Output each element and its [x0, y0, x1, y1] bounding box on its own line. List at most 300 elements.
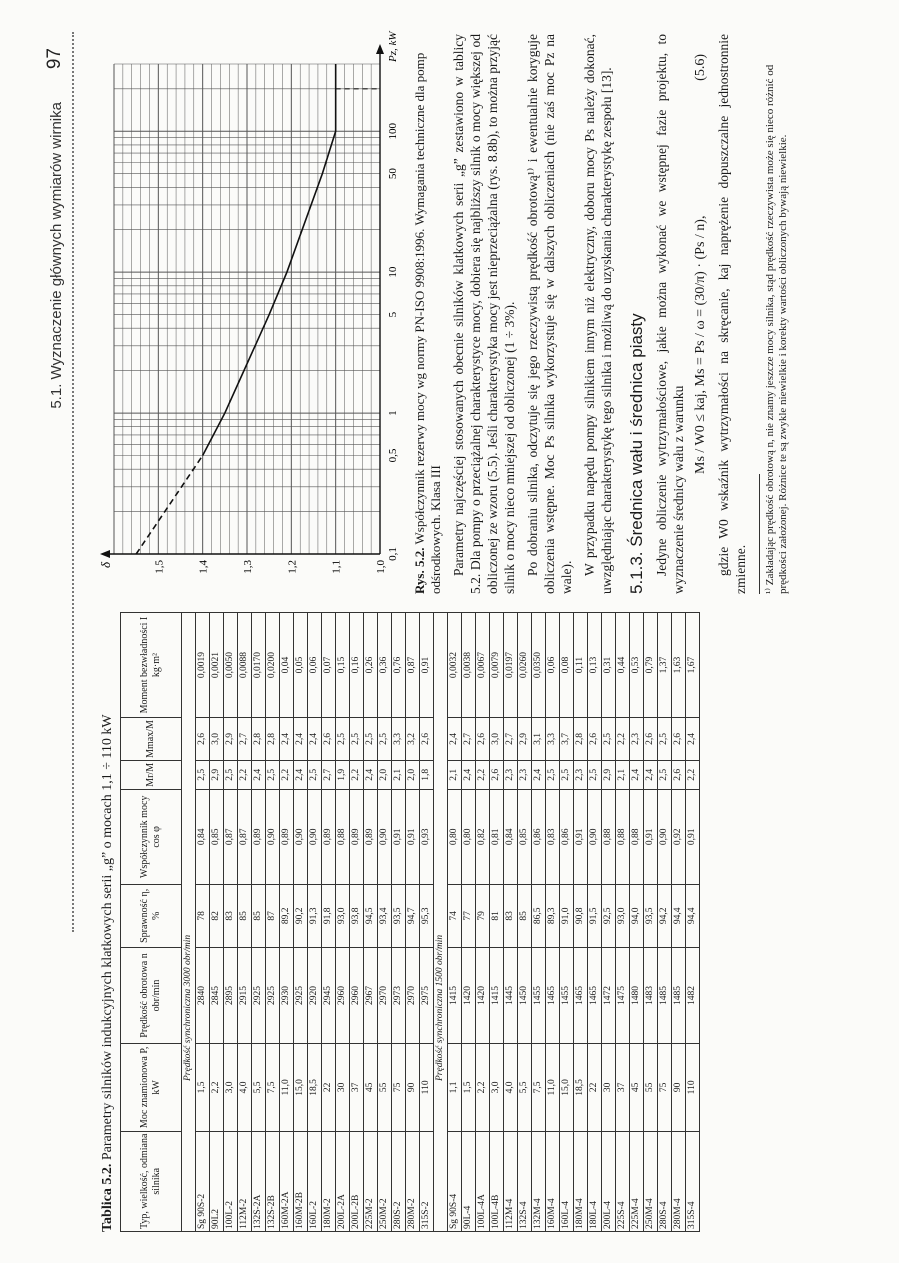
- table-cell: 280S-4: [657, 1131, 671, 1231]
- table-cell: 93,0: [335, 884, 349, 947]
- column-header: Sprawność η, %: [120, 884, 181, 947]
- table-cell: 2,2: [209, 1043, 223, 1130]
- table-cell: 2,6: [475, 717, 489, 760]
- table-cell: 93,0: [615, 884, 629, 947]
- table-row: [349, 612, 363, 1231]
- table-cell: 1,63: [671, 612, 685, 717]
- table-cell: 3,0: [489, 717, 503, 760]
- x-tick-label: 1: [386, 409, 399, 416]
- table-cell: 0,0088: [237, 612, 251, 717]
- table-cell: 2973: [391, 947, 405, 1043]
- table-row: [335, 612, 349, 1231]
- table-row: [545, 612, 559, 1231]
- table-cell: 2,6: [587, 717, 601, 760]
- table-cell: 0,0260: [517, 612, 531, 717]
- x-tick-label: 0,1: [386, 546, 399, 561]
- table-column: [100, 607, 700, 1232]
- table-cell: 2,1: [391, 760, 405, 789]
- table-cell: 91,3: [307, 884, 321, 947]
- table-cell: 2,6: [671, 760, 685, 789]
- page-header: [44, 32, 84, 1232]
- table-cell: 2967: [363, 947, 377, 1043]
- y-tick-label: 1,3: [241, 559, 254, 574]
- table-cell: 94,2: [657, 884, 671, 947]
- table-row: [237, 612, 251, 1231]
- table-cell: 0,0200: [265, 612, 279, 717]
- table-cell: 2,6: [489, 760, 503, 789]
- table-cell: 5,5: [517, 1043, 531, 1130]
- table-cell: 4,0: [237, 1043, 251, 1130]
- table-cell: 0,89: [251, 789, 265, 884]
- table-cell: 315S-2: [419, 1131, 433, 1231]
- table-caption-text: Parametry silników indukcyjnych klatkowych serii „g” o mocach 1,1 ÷ 110 kW: [99, 713, 115, 1160]
- table-cell: 94,4: [685, 884, 699, 947]
- table-cell: 160M-2A: [279, 1131, 293, 1231]
- table-row: [657, 612, 671, 1231]
- table-cell: 0,92: [671, 789, 685, 884]
- table-cell: 0,87: [237, 789, 251, 884]
- table-cell: 3,3: [545, 717, 559, 760]
- table-cell: 0,91: [419, 612, 433, 717]
- x-axis-arrow: [376, 44, 384, 54]
- table-cell: 100L-4B: [489, 1131, 503, 1231]
- table-cell: 180L-4: [587, 1131, 601, 1231]
- table-cell: 2,5: [349, 717, 363, 760]
- table-cell: 30: [601, 1043, 615, 1130]
- table-cell: 2,5: [601, 717, 615, 760]
- table-row: [377, 612, 391, 1231]
- table-cell: 0,08: [559, 612, 573, 717]
- table-cell: 0,16: [349, 612, 363, 717]
- table-cell: 0,36: [377, 612, 391, 717]
- table-cell: 0,0350: [531, 612, 545, 717]
- running-head: 5.1. Wyznaczenie głównych wymiarów wirnika: [47, 101, 65, 409]
- table-cell: 94,0: [629, 884, 643, 947]
- table-cell: 2925: [293, 947, 307, 1043]
- table-cell: 0,06: [545, 612, 559, 717]
- table-cell: 91,0: [559, 884, 573, 947]
- table-cell: 0,83: [545, 789, 559, 884]
- table-cell: 1415: [489, 947, 503, 1043]
- table-cell: 2,4: [307, 717, 321, 760]
- table-cell: 0,90: [307, 789, 321, 884]
- table-cell: 2,3: [517, 760, 531, 789]
- table-cell: 2915: [237, 947, 251, 1043]
- table-cell: 2,5: [223, 760, 237, 789]
- x-axis-label: Pz, kW: [386, 30, 399, 62]
- table-cell: 0,44: [615, 612, 629, 717]
- table-row: [251, 612, 265, 1231]
- footnote: ¹⁾ Zakładając prędkość obrotową n, nie znamy jeszcze mocy silnika, stąd prędkość rzeczywista może się nieco różnić od prędkości założonej. Różnice te są zwykle niewielkie i korekty wartości obliczonych bywają niewielkie.: [763, 64, 789, 594]
- table-cell: 79: [475, 884, 489, 947]
- table-cell: 100L-4A: [475, 1131, 489, 1231]
- table-cell: 2,2: [615, 717, 629, 760]
- table-row: [573, 612, 587, 1231]
- table-cell: 112M-2: [237, 1131, 251, 1231]
- table-cell: 0,87: [223, 789, 237, 884]
- table-cell: 0,91: [643, 789, 657, 884]
- table-cell: 2,5: [363, 717, 377, 760]
- table-row: [223, 612, 237, 1231]
- table-header-row: [120, 612, 181, 1231]
- page-number: 97: [43, 47, 65, 69]
- table-row: [265, 612, 279, 1231]
- table-cell: 22: [321, 1043, 335, 1130]
- table-cell: 2,4: [293, 760, 307, 789]
- table-cell: 0,81: [489, 789, 503, 884]
- table-cell: 55: [377, 1043, 391, 1130]
- table-cell: 0,89: [349, 789, 363, 884]
- table-cell: 2,2: [279, 760, 293, 789]
- table-cell: 2845: [209, 947, 223, 1043]
- table-cell: 90L-4: [461, 1131, 475, 1231]
- column-header: Moment bezwładności I kg·m²: [120, 612, 181, 717]
- column-header: Moc znamionowa P, kW: [120, 1043, 181, 1130]
- table-cell: 3,0: [223, 1043, 237, 1130]
- table-cell: 2,9: [601, 760, 615, 789]
- figure-caption: [412, 34, 444, 594]
- table-cell: 160L-4: [559, 1131, 573, 1231]
- table-cell: 1,5: [195, 1043, 209, 1130]
- table-cell: 0,80: [461, 789, 475, 884]
- table-cell: 45: [629, 1043, 643, 1130]
- text-column: [97, 30, 790, 594]
- table-cell: 1,5: [461, 1043, 475, 1130]
- table-cell: 250M-4: [643, 1131, 657, 1231]
- table-cell: 2970: [377, 947, 391, 1043]
- table-cell: 0,0038: [461, 612, 475, 717]
- table-cell: 1420: [461, 947, 475, 1043]
- table-cell: 77: [461, 884, 475, 947]
- power-reserve-figure: [97, 30, 410, 594]
- table-cell: 2,4: [531, 760, 545, 789]
- table-cell: 2,8: [251, 717, 265, 760]
- table-cell: 2,3: [503, 760, 517, 789]
- table-row: [321, 612, 335, 1231]
- table-cell: 2,5: [545, 760, 559, 789]
- table-cell: 2,9: [209, 760, 223, 789]
- table-cell: 90: [405, 1043, 419, 1130]
- table-cell: 0,0197: [503, 612, 517, 717]
- column-header: Mmax/M: [120, 717, 181, 760]
- table-row: [489, 612, 503, 1231]
- table-cell: Sg 90S-4: [447, 1131, 461, 1231]
- y-axis-label: δ: [97, 561, 113, 568]
- table-cell: 90,8: [573, 884, 587, 947]
- column-header: Prędkość obrotowa n obr/min: [120, 947, 181, 1043]
- table-cell: 0,0067: [475, 612, 489, 717]
- table-cell: 200L-4: [601, 1131, 615, 1231]
- table-cell: 2,3: [573, 760, 587, 789]
- table-cell: 2,0: [377, 760, 391, 789]
- motor-parameters-table: [120, 612, 700, 1232]
- table-cell: 2,2: [237, 760, 251, 789]
- table-row: [195, 612, 209, 1231]
- table-cell: 94,7: [405, 884, 419, 947]
- table-cell: 2,2: [475, 760, 489, 789]
- table-cell: 1455: [559, 947, 573, 1043]
- figure-caption-label: Rys. 5.2.: [411, 547, 427, 594]
- table-row: [615, 612, 629, 1231]
- x-tick-label: 10: [386, 266, 399, 278]
- table-cell: 2,8: [265, 717, 279, 760]
- table-cell: 0,90: [293, 789, 307, 884]
- table-cell: 2,5: [657, 760, 671, 789]
- table-cell: 180M-2: [321, 1131, 335, 1231]
- x-tick-label: 100: [386, 122, 399, 139]
- series-line-dashed: [136, 455, 203, 553]
- table-cell: 1455: [531, 947, 545, 1043]
- series-line: [202, 64, 335, 456]
- table-cell: 93,5: [391, 884, 405, 947]
- table-cell: 0,06: [307, 612, 321, 717]
- table-cell: 3,7: [559, 717, 573, 760]
- table-cell: 0,05: [293, 612, 307, 717]
- table-cell: 0,91: [573, 789, 587, 884]
- table-cell: 89,3: [545, 884, 559, 947]
- table-cell: 112M-4: [503, 1131, 517, 1231]
- column-header: Mr/M: [120, 760, 181, 789]
- table-cell: 280M-2: [405, 1131, 419, 1231]
- table-cell: 2945: [321, 947, 335, 1043]
- table-cell: 225S-4: [615, 1131, 629, 1231]
- table-cell: 0,88: [615, 789, 629, 884]
- column-header: Współczynnik mocy cos φ: [120, 789, 181, 884]
- table-cell: 1465: [587, 947, 601, 1043]
- table-cell: 94,4: [671, 884, 685, 947]
- table-cell: 2,4: [461, 760, 475, 789]
- table-cell: 132S-2A: [251, 1131, 265, 1231]
- table-cell: 2,5: [307, 760, 321, 789]
- table-cell: 2,7: [503, 717, 517, 760]
- table-cell: 93,5: [643, 884, 657, 947]
- table-cell: 1472: [601, 947, 615, 1043]
- table-cell: 1445: [503, 947, 517, 1043]
- table-cell: 2,2: [685, 760, 699, 789]
- table-cell: 0,15: [335, 612, 349, 717]
- table-cell: 0,89: [363, 789, 377, 884]
- table-cell: 0,13: [587, 612, 601, 717]
- table-cell: 0,88: [335, 789, 349, 884]
- table-row: [279, 612, 293, 1231]
- table-cell: 1,37: [657, 612, 671, 717]
- table-cell: 3,3: [391, 717, 405, 760]
- table-row: [601, 612, 615, 1231]
- table-cell: 2,8: [573, 717, 587, 760]
- table-cell: 2925: [251, 947, 265, 1043]
- x-tick-label: 0,5: [386, 448, 399, 462]
- table-cell: 85: [517, 884, 531, 947]
- table-cell: 0,86: [531, 789, 545, 884]
- figure-caption-text: Współczynnik rezerwy mocy wg normy PN-ISO 9908:1996. Wymagania techniczne dla pomp odśrodkowych. Klasa III: [411, 52, 443, 594]
- table-cell: 160L-2: [307, 1131, 321, 1231]
- table-cell: 2,4: [279, 717, 293, 760]
- table-cell: 2,5: [657, 717, 671, 760]
- table-row: [363, 612, 377, 1231]
- y-tick-label: 1,4: [197, 559, 210, 574]
- table-caption-label: Tablica 5.2.: [99, 1163, 115, 1232]
- table-cell: 2960: [349, 947, 363, 1043]
- table-cell: 2960: [335, 947, 349, 1043]
- table-cell: 2,4: [447, 717, 461, 760]
- table-cell: 0,0032: [447, 612, 461, 717]
- table-cell: 2,2: [349, 760, 363, 789]
- table-cell: 3,0: [209, 717, 223, 760]
- table-cell: 0,84: [195, 789, 209, 884]
- table-row: [531, 612, 545, 1231]
- table-cell: 3,2: [405, 717, 419, 760]
- table-cell: 1450: [517, 947, 531, 1043]
- table-cell: 0,31: [601, 612, 615, 717]
- table-cell: 1465: [573, 947, 587, 1043]
- table-cell: 160M-2B: [293, 1131, 307, 1231]
- table-cell: 93,8: [349, 884, 363, 947]
- table-cell: 2,4: [685, 717, 699, 760]
- table-row: [405, 612, 419, 1231]
- table-cell: 0,90: [265, 789, 279, 884]
- table-cell: 315S-4: [685, 1131, 699, 1231]
- table-cell: 0,11: [573, 612, 587, 717]
- table-cell: 1,8: [419, 760, 433, 789]
- table-cell: 2920: [307, 947, 321, 1043]
- table-cell: 0,85: [517, 789, 531, 884]
- table-cell: 2,1: [447, 760, 461, 789]
- table-cell: 0,87: [405, 612, 419, 717]
- y-tick-label: 1,1: [330, 559, 343, 574]
- table-row: [559, 612, 573, 1231]
- table-row: [671, 612, 685, 1231]
- table-cell: 15,0: [559, 1043, 573, 1130]
- y-tick-label: 1,5: [152, 559, 165, 574]
- table-row: [391, 612, 405, 1231]
- section-title: 5.1.3. Średnica wału i średnica piasty: [626, 312, 646, 594]
- table-cell: 2,4: [643, 760, 657, 789]
- table-cell: 2925: [265, 947, 279, 1043]
- table-cell: 85: [237, 884, 251, 947]
- table-cell: 1465: [545, 947, 559, 1043]
- table-cell: 0,0019: [195, 612, 209, 717]
- table-cell: 1485: [657, 947, 671, 1043]
- table-cell: 2,1: [615, 760, 629, 789]
- table-cell: 92,5: [601, 884, 615, 947]
- paragraph-2: Po dobraniu silnika, odczytuje się jego rzeczywistą prędkość obrotową¹⁾ i ewentualnie koryguje obliczenia wstępne. Moc Ps silnika wykorzystuje się w dalszych obliczeniach (nie zaś moc Pz na wale).: [524, 33, 574, 594]
- table-cell: 2,6: [195, 717, 209, 760]
- table-cell: Sg 90S-2: [195, 1131, 209, 1231]
- table-cell: 11,0: [545, 1043, 559, 1130]
- table-cell: 86,5: [531, 884, 545, 947]
- y-tick-label: 1,0: [374, 559, 387, 574]
- table-cell: 2,0: [405, 760, 419, 789]
- table-row: [629, 612, 643, 1231]
- table-body: [181, 612, 699, 1231]
- table-cell: 2,6: [419, 717, 433, 760]
- table-row: [643, 612, 657, 1231]
- table-cell: 160M-4: [545, 1131, 559, 1231]
- table-cell: 89,2: [279, 884, 293, 947]
- table-cell: 0,0170: [251, 612, 265, 717]
- table-cell: 1485: [671, 947, 685, 1043]
- table-cell: 2,5: [265, 760, 279, 789]
- group-row: [181, 612, 195, 1231]
- table-cell: 3,1: [531, 717, 545, 760]
- table-cell: 95,3: [419, 884, 433, 947]
- y-axis-arrow: [100, 550, 110, 558]
- table-cell: 83: [223, 884, 237, 947]
- table-cell: 2,7: [461, 717, 475, 760]
- table-cell: 0,53: [629, 612, 643, 717]
- table-cell: 0,82: [475, 789, 489, 884]
- table-cell: 0,89: [279, 789, 293, 884]
- table-cell: 1475: [615, 947, 629, 1043]
- table-cell: 225M-4: [629, 1131, 643, 1231]
- table-cell: 93,4: [377, 884, 391, 947]
- rotated-content: [30, 22, 870, 1242]
- table-row: [587, 612, 601, 1231]
- table-cell: 75: [657, 1043, 671, 1130]
- table-row: [447, 612, 461, 1231]
- table-row: [475, 612, 489, 1231]
- table-cell: 2,5: [195, 760, 209, 789]
- table-cell: 0,0079: [489, 612, 503, 717]
- table-cell: 2,3: [629, 717, 643, 760]
- table-cell: 0,93: [419, 789, 433, 884]
- table-cell: 2,4: [629, 760, 643, 789]
- table-cell: 2,9: [223, 717, 237, 760]
- table-cell: 2,5: [559, 760, 573, 789]
- table-cell: 2,6: [321, 717, 335, 760]
- group-row: [433, 612, 447, 1231]
- table-cell: 100L-2: [223, 1131, 237, 1231]
- table-cell: 3,0: [489, 1043, 503, 1130]
- table-row: [307, 612, 321, 1231]
- table-cell: 250M-2: [377, 1131, 391, 1231]
- table-cell: 2,4: [251, 760, 265, 789]
- table-cell: 200L-2A: [335, 1131, 349, 1231]
- table-cell: 30: [335, 1043, 349, 1130]
- footnote-rule: [759, 474, 760, 594]
- table-cell: 2840: [195, 947, 209, 1043]
- table-cell: 110: [685, 1043, 699, 1130]
- formula-5-6: [693, 34, 709, 474]
- table-cell: 2930: [279, 947, 293, 1043]
- table-cell: 2975: [419, 947, 433, 1043]
- table-row: [503, 612, 517, 1231]
- table-cell: 2,5: [377, 717, 391, 760]
- table-cell: 0,85: [209, 789, 223, 884]
- header-divider: [72, 32, 74, 932]
- x-tick-label: 50: [386, 167, 399, 179]
- table-cell: 90L2: [209, 1131, 223, 1231]
- table-cell: 1,9: [335, 760, 349, 789]
- table-cell: 0,84: [503, 789, 517, 884]
- table-cell: 0,89: [321, 789, 335, 884]
- table-cell: 0,0050: [223, 612, 237, 717]
- table-cell: 2895: [223, 947, 237, 1043]
- group-label: Prędkość synchroniczna 1500 obr/min: [433, 612, 447, 1231]
- table-cell: 0,88: [629, 789, 643, 884]
- table-cell: 0,76: [391, 612, 405, 717]
- table-cell: 2,7: [237, 717, 251, 760]
- x-tick-label: 5: [386, 311, 399, 317]
- table-cell: 2970: [405, 947, 419, 1043]
- table-cell: 0,90: [377, 789, 391, 884]
- paragraph-3: W przypadku napędu pompy silnikiem innym niż elektryczny, doboru mocy Ps należy dokonać, uwzględniając charakterystykę tego silnika i możliwą do uzyskania charakterystykę zespołu [13].: [581, 33, 614, 594]
- table-cell: 94,5: [363, 884, 377, 947]
- table-cell: 18,5: [573, 1043, 587, 1130]
- table-cell: 225M-2: [363, 1131, 377, 1231]
- table-row: [685, 612, 699, 1231]
- table-cell: 1,1: [447, 1043, 461, 1130]
